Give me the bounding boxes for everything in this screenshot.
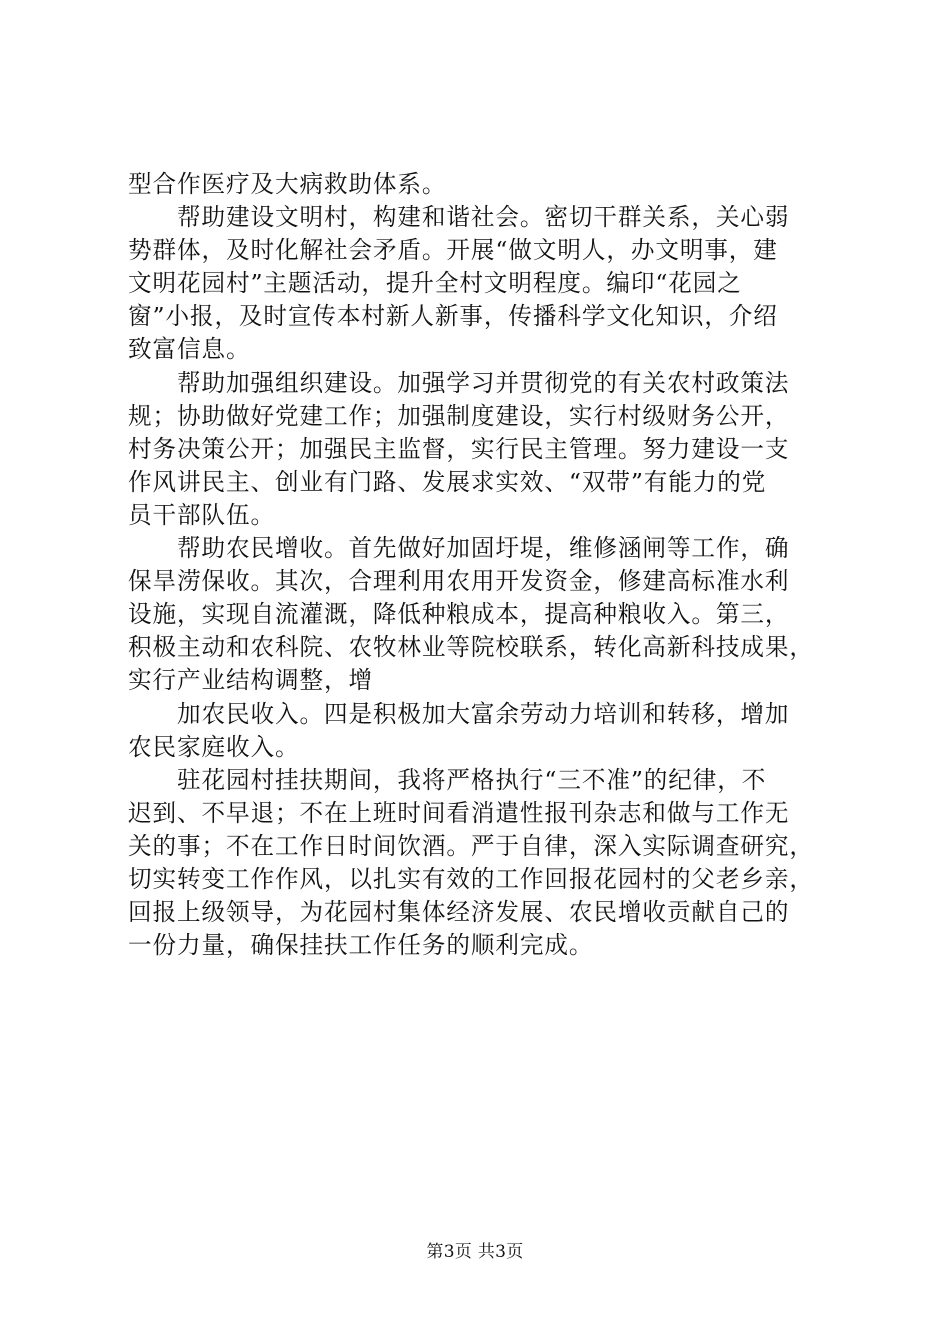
text-line: 文明花园村”主题活动，提升全村文明程度。编印“花园之: [128, 269, 742, 298]
text-line: 加农民收入。四是积极加大富余劳动力培训和转移，增加: [128, 699, 790, 728]
text-line: 实行产业结构调整，增: [128, 666, 373, 695]
text-line: 作风讲民主、创业有门路、发展求实效、“双带”有能力的党: [128, 467, 767, 496]
text-line: 关的事；不在工作日时间饮酒。严于自律，深入实际调查研究，: [128, 831, 814, 860]
text-line: 驻花园村挂扶期间，我将严格执行“三不准”的纪律，不: [128, 765, 767, 794]
text-line: 型合作医疗及大病救助体系。: [128, 170, 447, 198]
text-line: 设施，实现自流灌溉，降低种粮成本，提高种粮收入。第三，: [128, 600, 790, 629]
text-line: 一份力量，确保挂扶工作任务的顺利完成。: [128, 931, 594, 960]
text-line: 保旱涝保收。其次，合理利用农用开发资金，修建高标准水利: [128, 567, 790, 596]
text-line: 致富信息。: [128, 335, 251, 364]
text-line: 村务决策公开；加强民主监督，实行民主管理。努力建设一支: [128, 434, 790, 463]
text-line: 帮助农民增收。首先做好加固圩堤，维修涵闸等工作，确: [128, 534, 790, 563]
text-line: 帮助加强组织建设。加强学习并贯彻党的有关农村政策法: [128, 368, 790, 397]
text-line: 农民家庭收入。: [128, 732, 300, 761]
text-line: 切实转变工作作风，以扎实有效的工作回报花园村的父老乡亲，: [128, 864, 814, 893]
text-line: 窗”小报，及时宣传本村新人新事，传播科学文化知识，介绍: [128, 302, 778, 331]
text-line: 帮助建设文明村，构建和谐社会。密切干群关系，关心弱: [128, 203, 790, 232]
text-line: 势群体，及时化解社会矛盾。开展“做文明人，办文明事，建: [128, 236, 778, 265]
text-line: 回报上级领导，为花园村集体经济发展、农民增收贡献自己的: [128, 898, 790, 927]
text-line: 积极主动和农科院、农牧林业等院校联系，转化高新科技成果，: [128, 633, 814, 662]
page-number-footer: 第3页 共3页: [426, 1242, 524, 1262]
body-text: [128, 168, 836, 962]
text-line: 员干部队伍。: [128, 500, 275, 529]
text-line: 迟到、不早退；不在上班时间看消遣性报刊杂志和做与工作无: [128, 798, 790, 827]
text-line: 规；协助做好党建工作；加强制度建设，实行村级财务公开，: [128, 401, 790, 430]
